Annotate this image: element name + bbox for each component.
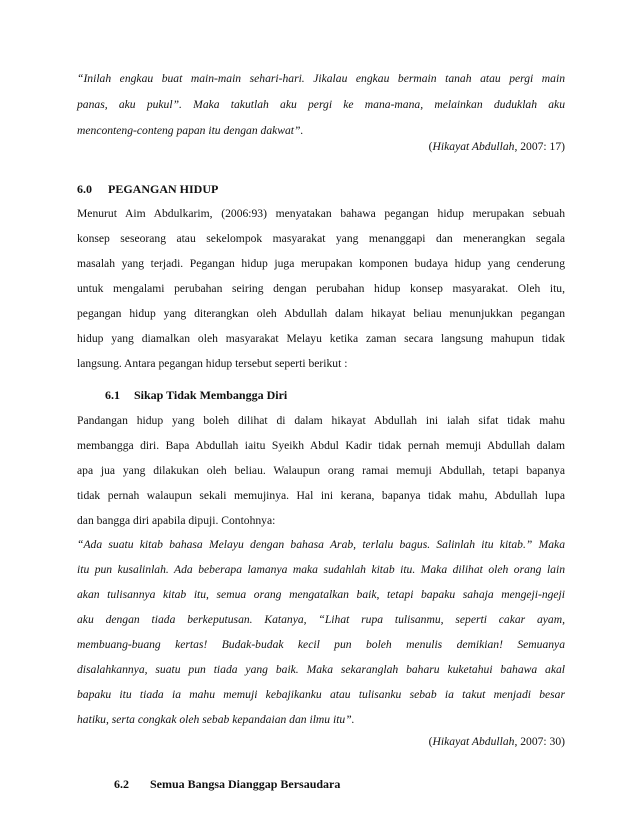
quote1-line-2: panas, aku pukul”. Maka takutlah aku pergi ke mana-mana, melainkan duduklah aku xyxy=(77,98,565,111)
section6-line-3: masalah yang terjadi. Pegangan hidup juga merupakan komponen budaya hidup yang cenderung xyxy=(77,257,565,270)
section-title: PEGANGAN HIDUP xyxy=(108,182,219,196)
section-number: 6.2 xyxy=(114,777,129,791)
citation-title: Hikayat Abdullah xyxy=(432,140,515,153)
section-number: 6.1 xyxy=(105,388,120,402)
section-title: Sikap Tidak Membangga Diri xyxy=(134,388,288,402)
quote1-citation: (Hikayat Abdullah, 2007: 17) xyxy=(428,140,565,153)
section6-line-7: langsung. Antara pegangan hidup tersebut seperti berikut : xyxy=(77,357,348,370)
citation-title: Hikayat Abdullah xyxy=(432,735,515,748)
quote2-line-2: itu pun kusalinlah. Ada beberapa lamanya maka sudahlah kitab itu. Maka dilihat oleh orang lain xyxy=(77,563,565,576)
section-62-heading xyxy=(114,777,340,791)
section61-line-5: dan bangga diri apabila dipuji. Contohnya: xyxy=(77,514,276,527)
section6-line-6: hidup yang diamalkan oleh masyarakat Melayu ketika zaman secara langsung mahupun tidak xyxy=(77,332,565,345)
section61-line-1: Pandangan hidup yang boleh dilihat di dalam hikayat Abdullah ini ialah sifat tidak mahu xyxy=(77,414,565,427)
quote2-line-3: akan tulisannya kitab itu, semua orang mengatalkan baik, tetapi bapaku sahaja mengeji-ngeji xyxy=(77,588,565,601)
section6-line-1: Menurut Aim Abdulkarim, (2006:93) menyatakan bahawa pegangan hidup merupakan sebuah xyxy=(77,207,565,220)
quote2-line-4: aku dengan tiada berkeputusan. Katanya, “Lihat rupa tulisanmu, seperti cakar ayam, xyxy=(77,613,565,626)
section6-line-5: pegangan hidup yang diterangkan oleh Abdullah dalam hikayat beliau menunjukkan pegangan xyxy=(77,307,565,320)
quote1-line-1: “Inilah engkau buat main-main sehari-hari. Jikalau engkau bermain tanah atau pergi main xyxy=(77,72,565,85)
section-number: 6.0 xyxy=(77,182,92,196)
section6-line-2: konsep seseorang atau sekelompok masyarakat yang menanggapi dan menerangkan segala xyxy=(77,232,565,245)
section-title: Semua Bangsa Dianggap Bersaudara xyxy=(150,777,341,791)
section-61-heading xyxy=(105,388,287,402)
section61-line-3: apa jua yang dilakukan oleh beliau. Walaupun orang ramai memuji Abdullah, tetapi bapanya xyxy=(77,464,565,477)
quote2-line-5: membuang-buang kertas! Budak-budak kecil pun boleh menulis demikian! Semuanya xyxy=(77,638,565,651)
quote2-line-8: hatiku, serta congkak oleh sebab kepandaian dan ilmu itu”. xyxy=(77,713,355,726)
quote2-citation: (Hikayat Abdullah, 2007: 30) xyxy=(428,735,565,748)
section-6-heading xyxy=(77,182,218,196)
quote2-line-6: disalahkannya, suatu pun tiada yang baik. Maka sekaranglah baharu kuketahui bahawa akal xyxy=(77,663,565,676)
quote2-line-7: bapaku itu tiada ia mahu memuji kebajikanku atau tulisanku sebab ia takut menjadi besar xyxy=(77,688,565,701)
citation-rest: , 2007: 30) xyxy=(514,735,565,748)
quote2-line-1: “Ada suatu kitab bahasa Melayu dengan bahasa Arab, terlalu bagus. Salinlah itu kitab.” Maka xyxy=(77,538,565,551)
section61-line-2: membangga diri. Bapa Abdullah iaitu Syeikh Abdul Kadir tidak pernah memuji Abdullah dalam xyxy=(77,439,565,452)
quote1-line-3: menconteng-conteng papan itu dengan dakwat”. xyxy=(77,124,304,137)
section6-line-4: untuk mengalami perubahan seiring dengan perubahan hidup konsep masyarakat. Oleh itu, xyxy=(77,282,565,295)
citation-rest: , 2007: 17) xyxy=(514,140,565,153)
section61-line-4: tidak pernah walaupun sekali memujinya. Hal ini kerana, bapanya tidak mahu, Abdullah lupa xyxy=(77,489,565,502)
